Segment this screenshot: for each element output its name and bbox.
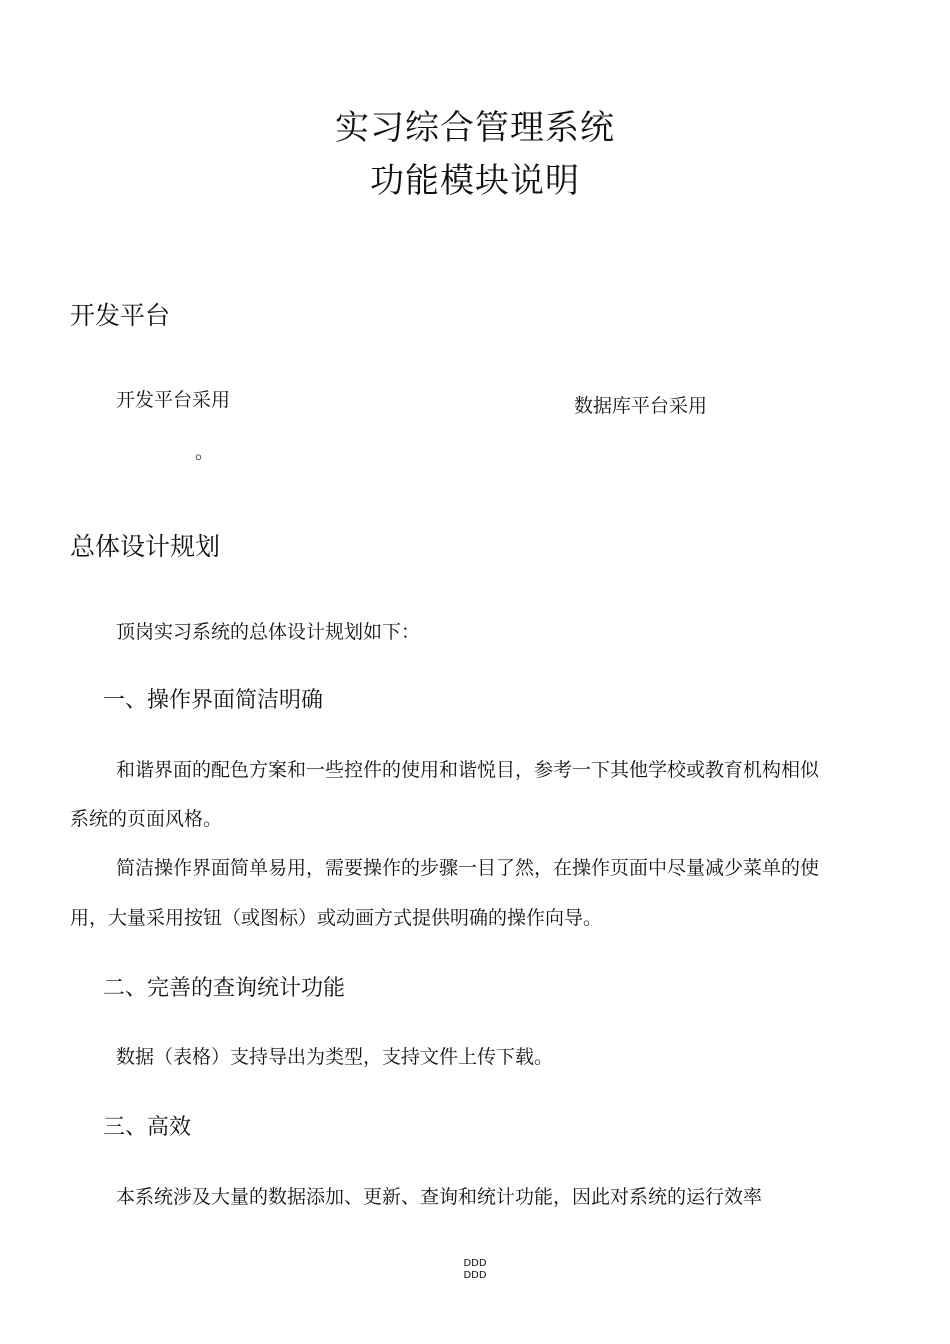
dev-platform-text-right: 数据库平台采用 [574, 395, 708, 417]
document-title-line2: 功能模块说明 [370, 161, 580, 201]
dev-platform-period: 。 [195, 441, 215, 463]
item1-para2-line2: 用，大量采用按钮（或图标）或动画方式提供明确的操作向导。 [70, 907, 603, 929]
overall-design-intro: 顶岗实习系统的总体设计规划如下： [116, 621, 421, 643]
heading-item3: 三、高效 [103, 1115, 192, 1140]
item1-para1-line1: 和谐界面的配色方案和一些控件的使用和谐悦目，参考一下其他学校或教育机构相似 [116, 759, 820, 781]
item2-para: 数据（表格）支持导出为类型，支持文件上传下载。 [116, 1046, 554, 1068]
heading-item2: 二、完善的查询统计功能 [103, 976, 346, 1001]
heading-overall-design: 总体设计规划 [70, 532, 221, 561]
dev-platform-text-left: 开发平台采用 [116, 389, 231, 411]
item1-para1-line2: 系统的页面风格。 [70, 808, 223, 830]
footer-line2: DDD [463, 1270, 487, 1281]
item1-para2-line1: 简洁操作界面简单易用，需要操作的步骤一目了然，在操作页面中尽量减少菜单的使 [116, 857, 820, 879]
page-footer [0, 1258, 950, 1282]
footer-line1: DDD [463, 1258, 487, 1269]
document-title-line1: 实习综合管理系统 [335, 108, 615, 148]
item3-para: 本系统涉及大量的数据添加、更新、查询和统计功能，因此对系统的运行效率 [116, 1186, 763, 1208]
heading-dev-platform: 开发平台 [70, 301, 171, 330]
heading-item1: 一、操作界面简洁明确 [103, 688, 324, 713]
